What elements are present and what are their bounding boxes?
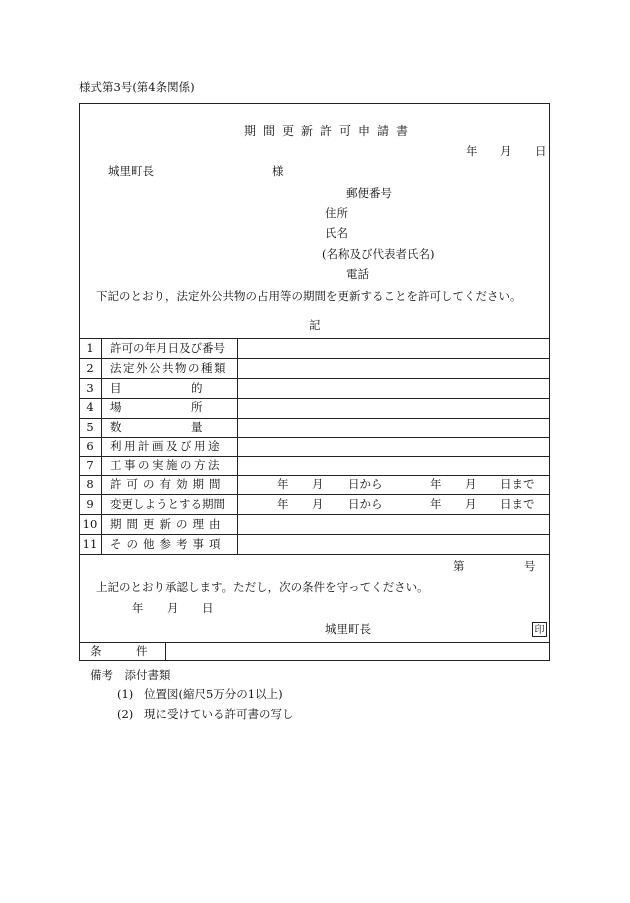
row-number: 6 — [86, 439, 94, 453]
period-end-year: 年 — [430, 497, 442, 511]
table-bottom-border — [79, 554, 550, 555]
row-number: 4 — [86, 400, 94, 414]
form-number: 様式第3号(第4条関係) — [79, 80, 195, 94]
period-end-month: 月 — [465, 477, 477, 491]
period-end-year: 年 — [430, 477, 442, 491]
approval-date-day: 日 — [202, 601, 214, 615]
period-start-month: 月 — [312, 477, 324, 491]
row-label: 許可の年月日及び番号 — [110, 341, 225, 355]
number-column-divider — [101, 338, 102, 554]
row-label: 数 量 — [110, 420, 205, 434]
row-number: 9 — [86, 497, 94, 511]
date-month: 月 — [500, 144, 512, 158]
row-label: 工事の実施の方法 — [110, 458, 222, 472]
row-label: 許可の有効期間 — [110, 477, 226, 491]
period-start-year: 年 — [277, 477, 289, 491]
row-label: 法定外公共物の種類 — [110, 361, 227, 375]
row-divider — [79, 378, 550, 379]
row-label: 目 的 — [110, 381, 205, 395]
table-top-border — [79, 338, 550, 339]
period-end-day: 日まで — [500, 497, 535, 511]
conditions-divider — [165, 642, 166, 661]
phone-label: 電話 — [346, 267, 369, 281]
notes-item-marker: (2) — [117, 707, 134, 721]
label-column-divider — [237, 338, 238, 554]
address-label: 住所 — [325, 206, 348, 220]
row-divider — [79, 456, 550, 457]
period-end-month: 月 — [465, 497, 477, 511]
notes-heading: 備考 添付書類 — [90, 668, 171, 682]
request-text: 下記のとおり，法定外公共物の占用等の期間を更新することを許可してください。 — [96, 289, 522, 303]
conditions-top-border — [79, 642, 550, 643]
row-label: 期間更新の理由 — [110, 517, 226, 531]
name-note: (名称及び代表者氏名) — [322, 247, 435, 261]
row-number: 7 — [86, 458, 94, 472]
addressee: 城里町長 — [108, 164, 154, 178]
approval-dai: 第 — [453, 559, 465, 573]
addressee-suffix: 様 — [272, 164, 284, 178]
ki-label: 記 — [309, 318, 321, 332]
row-label: その他参考事項 — [110, 537, 226, 551]
approval-text: 上記のとおり承認します。ただし，次の条件を守ってください。 — [96, 580, 429, 594]
postal-code-label: 郵便番号 — [346, 186, 392, 200]
seal-mark: 印 — [532, 622, 547, 637]
period-start-year: 年 — [277, 497, 289, 511]
row-number: 5 — [86, 420, 94, 434]
form-title: 期間更新許可申請書 — [244, 124, 416, 138]
row-number: 10 — [82, 517, 98, 531]
row-divider — [79, 534, 550, 535]
name-label: 氏名 — [325, 226, 348, 240]
notes-item-text: 現に受けている許可書の写し — [144, 707, 294, 721]
row-number: 11 — [82, 537, 98, 551]
approval-date-month: 月 — [167, 601, 179, 615]
approval-go: 号 — [524, 559, 536, 573]
row-number: 2 — [86, 361, 94, 375]
notes-item-marker: (1) — [117, 687, 134, 701]
approval-authority: 城里町長 — [325, 622, 371, 636]
date-year: 年 — [466, 144, 478, 158]
period-start-day: 日から — [348, 497, 383, 511]
row-label: 場 所 — [110, 400, 205, 414]
conditions-label: 条 件 — [90, 644, 148, 658]
row-number: 1 — [86, 341, 94, 355]
row-divider — [79, 494, 550, 495]
notes-item-text: 位置図(縮尺5万分の1以上) — [144, 687, 283, 701]
row-label: 変更しようとする期間 — [110, 497, 225, 511]
row-divider — [79, 437, 550, 438]
row-number: 3 — [86, 381, 94, 395]
date-day: 日 — [535, 144, 547, 158]
period-end-day: 日まで — [500, 477, 535, 491]
row-label: 利用計画及び用途 — [110, 439, 222, 453]
row-number: 8 — [86, 477, 94, 491]
period-start-day: 日から — [348, 477, 383, 491]
row-divider — [79, 398, 550, 399]
approval-date-year: 年 — [132, 601, 144, 615]
row-divider — [79, 358, 550, 359]
row-divider — [79, 475, 550, 476]
period-start-month: 月 — [312, 497, 324, 511]
row-divider — [79, 418, 550, 419]
row-divider — [79, 514, 550, 515]
